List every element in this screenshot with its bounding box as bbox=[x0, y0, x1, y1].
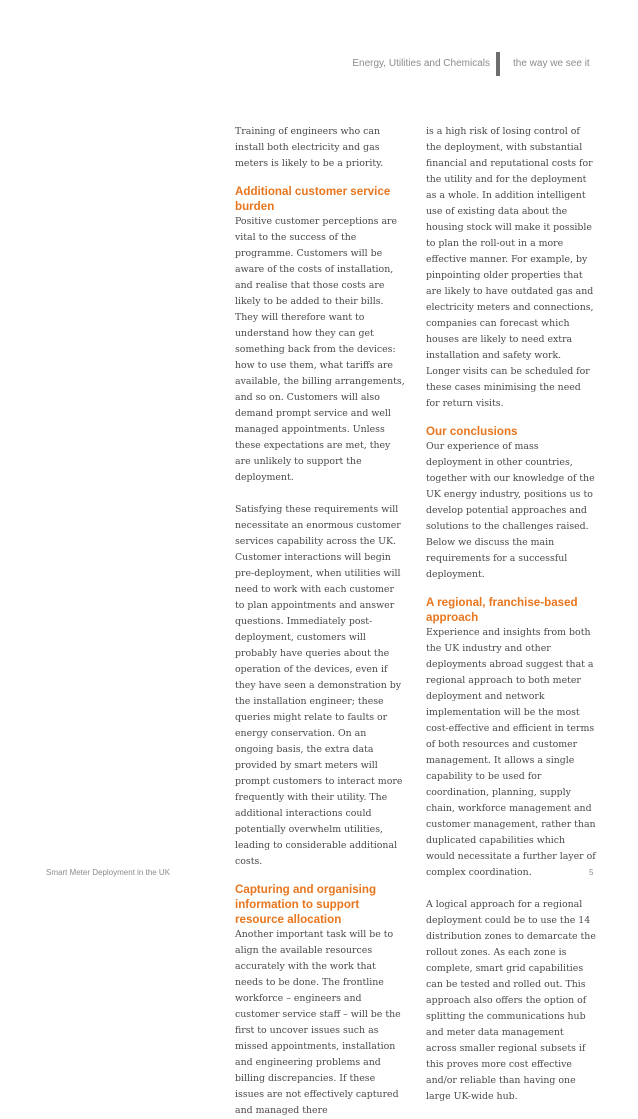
conclusions-paragraph: Our experience of mass deployment in other countries, together with our knowledge of the UK energy industry, positions us to develop potential approaches and solutions to the challenges raised. Below we discuss the main requirements for a successful deployment. bbox=[426, 441, 595, 580]
regional-approach-paragraph-2: A logical approach for a regional deployment could be to use the 14 distribution zones to demarcate the rollout zones. As each zone is complete, smart grid capabilities can be tested and rolled out. This approach also offers the option of splitting the communications hub and meter data management across smaller regional subsets if this proves more cost effective and/or reliable than having one large UK-wide hub. bbox=[426, 899, 596, 1102]
right-column bbox=[426, 124, 596, 1105]
left-column bbox=[235, 124, 405, 1119]
page-number: 5 bbox=[589, 868, 594, 877]
header-divider bbox=[496, 52, 500, 76]
sector-label: Energy, Utilities and Chemicals bbox=[352, 58, 490, 69]
heading-regional-approach: A regional, franchise-based approach bbox=[426, 596, 578, 624]
right-intro-paragraph: is a high risk of losing control of the deployment, with substantial financial and reputational costs for the utility and for the deployment as a whole. In addition intelligent use of existing data about the housing stock will make it possible to plan the roll-out in a more effective manner. For example, by pinpointing older properties that are likely to have outdated gas and electricity meters and connections, companies can forecast which houses are likely to need extra installation and safety work. Longer visits can be scheduled for these cases minimising the need for return visits. bbox=[426, 126, 594, 409]
capturing-information-paragraph: Another important task will be to align the available resources accurately with the work that needs to be done. The frontline workforce – engineers and customer service staff – will be the first to uncover issues such as missed appointments, installation and engineering problems and billing discrepancies. If these issues are not effectively captured and managed there bbox=[235, 929, 401, 1116]
heading-our-conclusions: Our conclusions bbox=[426, 425, 518, 438]
document-title: Smart Meter Deployment in the UK bbox=[46, 868, 171, 877]
page-header bbox=[0, 52, 638, 78]
page-footer bbox=[0, 868, 638, 882]
customer-service-paragraph-1: Positive customer perceptions are vital to the success of the programme. Customers will be aware of the costs of installation, and realise that those costs are likely to be added to their bills. They will therefore want to understand how they can get something back from the devices: how to use them, what tariffs are available, the billing arrangements, and so on. Customers will also demand prompt service and well managed appointments. Unless these expectations are met, they are unlikely to support the deployment. bbox=[235, 216, 405, 483]
heading-customer-service-burden: Additional customer service burden bbox=[235, 185, 391, 213]
regional-approach-paragraph-1: Experience and insights from both the UK industry and other deployments abroad suggest that a regional approach to both meter deployment and network implementation will be the most cost-effective and efficient in terms of both resources and customer management. It allows a single capability to be used for coordination, planning, supply chain, workforce management and customer management, rather than duplicated capabilities which would necessitate a further layer of complex coordination. bbox=[426, 627, 596, 878]
heading-capturing-information: Capturing and organising information to support resource allocation bbox=[235, 883, 377, 926]
tagline: the way we see it bbox=[513, 58, 590, 69]
left-intro-paragraph: Training of engineers who can install both electricity and gas meters is likely to be a priority. bbox=[235, 126, 384, 169]
customer-service-paragraph-2: Satisfying these requirements will necessitate an enormous customer services capability across the UK. Customer interactions will begin pre-deployment, when utilities will need to work with each customer to plan appointments and answer questions. Immediately post-deployment, customers will probably have queries about the operation of the devices, even if they have seen a demonstration by the installation engineer; these queries might relate to faults or energy conservation. On an ongoing basis, the extra data provided by smart meters will prompt customers to interact more frequently with their utility. The additional interactions could potentially overwhelm utilities, leading to considerable additional costs. bbox=[235, 504, 403, 867]
